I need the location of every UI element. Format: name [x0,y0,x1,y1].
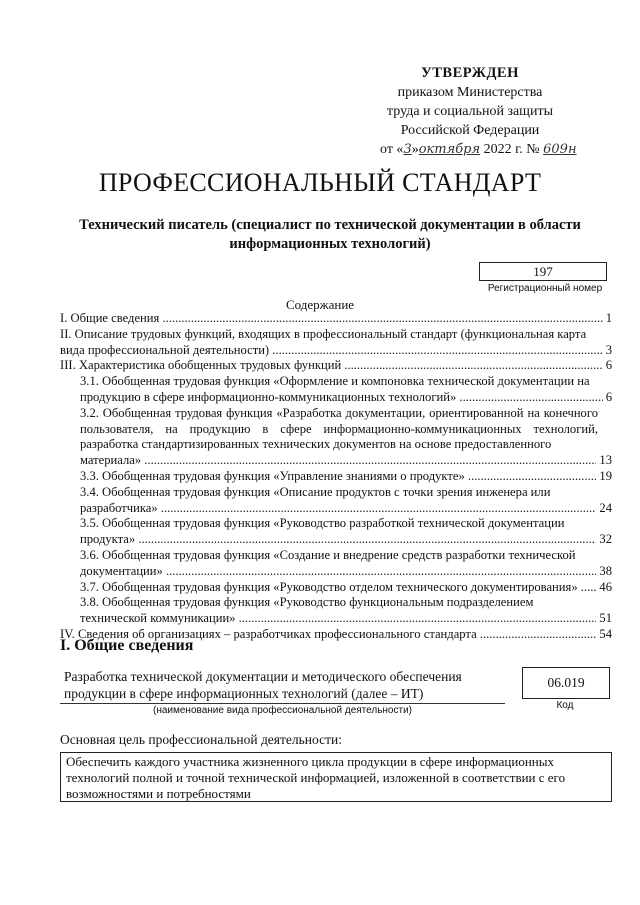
toc-page-number: 1 [603,311,612,327]
activity-code-caption: Код [556,700,574,711]
registration-number-box: 197 [479,262,607,281]
toc-page-number: 3 [603,343,612,359]
toc-page-number: 51 [596,611,612,627]
toc-page-number: 46 [596,580,612,596]
toc-item-text: 3.6. Обобщенная трудовая функция «Создание и внедрение средств разработки технической [80,547,576,562]
toc-item-text-end: разработчика» ..... [80,501,612,517]
date-prefix: от « [380,142,404,157]
toc-item-2[interactable] [60,327,612,359]
toc-page-number: 19 [596,469,612,485]
toc-item-text: 3.2. Обобщенная трудовая функция «Разработка документации, ориентированной на конечного пользователя, на продукцию в сфере информационно-коммуникационных технологий, разработка стандартизированных технических документов на основе предоставленного [80,405,598,452]
toc-item-text: 3.7. Обобщенная трудовая функция «Руководство отделом технического документирования» ..... [80,580,612,596]
document-title: ПРОФЕССИОНАЛЬНЫЙ СТАНДАРТ [98,168,542,197]
toc-page-number: 13 [596,453,612,469]
date-year: 2022 г. № [480,142,544,157]
toc-item-text-end: продукцию в сфере информационно-коммуникационных технологий» ..... [80,390,612,406]
toc-item-3-5[interactable] [60,516,612,548]
toc-item-text: III. Характеристика обобщенных трудовых функций ..... [60,358,612,374]
toc-item-3-8[interactable] [60,595,612,627]
toc-item-3-2[interactable] [60,406,612,469]
toc-item-text: 3.8. Обобщенная трудовая функция «Руководство функциональным подразделением [80,595,534,610]
toc-page-number: 54 [596,627,612,643]
toc-item-text: II. Описание трудовых функций, входящих в профессиональный стандарт (функциональная карта [60,326,587,341]
approval-ministry-line: труда и социальной защиты [387,104,553,119]
toc-item-3-7[interactable] [60,580,612,596]
toc-page-number: 6 [603,358,612,374]
toc-page-number: 24 [596,501,612,517]
toc-item-text-end: документации» ..... [80,564,612,580]
approval-order-line: приказом Министерства [397,85,543,100]
toc-item-3-1[interactable] [60,374,612,406]
approval-country-line: Российской Федерации [400,123,540,138]
goal-text: Обеспечить каждого участника жизненного цикла продукции в сфере информационных технологий полной и точной технической информацией, изложенной в соответствии с его возможностями и потребностями [66,754,566,801]
activity-caption: (наименование вида профессиональной деятельности) [153,705,412,716]
toc-item-3-3[interactable] [60,469,612,485]
toc-item-3-4[interactable] [60,485,612,517]
approval-block [330,64,610,159]
goal-label: Основная цель профессиональной деятельности: [60,732,342,747]
toc-page-number: 6 [603,390,612,406]
toc-item-text: 3.3. Обобщенная трудовая функция «Управление знаниями о продукте» ..... [80,469,612,485]
toc-item-text: 3.5. Обобщенная трудовая функция «Руководство разработкой технической документации [80,516,565,531]
toc-item-text-end: материала» ..... [80,453,612,469]
date-day-handwritten: 3 [403,142,412,157]
toc-item-text: 3.4. Обобщенная трудовая функция «Описание продуктов с точки зрения инженера или [80,484,551,499]
toc-item-text-end: технической коммуникации» ..... [80,611,612,627]
toc-item-text-end: вида профессиональной деятельности) ..... [60,343,612,359]
toc-item-text: 3.1. Обобщенная трудовая функция «Оформление и компоновка технической документации на [80,374,590,389]
approval-title: УТВЕРЖДЕН [421,65,519,81]
section-heading-general: I. Общие сведения [60,637,194,654]
approval-date-line [330,140,610,159]
toc-item-3[interactable] [60,358,612,374]
document-subtitle: Технический писатель (специалист по технической документации в области информационных технологий) [79,217,581,252]
activity-code-box: 06.019 [522,667,610,699]
registration-number-label: Регистрационный номер [487,283,603,294]
toc-item-text: IV. Сведения об организациях – разработчиках профессионального стандарта ..... [60,627,612,643]
toc-item-text: I. Общие сведения ..... [60,311,612,327]
toc-page-number: 38 [596,564,612,580]
toc-item-text-end: продукта» ..... [80,532,612,548]
toc-item-1[interactable] [60,311,612,327]
date-month-handwritten: октября [418,142,481,157]
toc-item-3-6[interactable] [60,548,612,580]
date-mid: » [411,142,419,157]
activity-underline [60,703,505,704]
toc-heading: Содержание [285,297,355,312]
toc-page-number: 32 [596,532,612,548]
order-number-handwritten: 609н [543,142,577,157]
table-of-contents [60,311,612,643]
activity-name: Разработка технической документации и методического обеспечения продукции в сфере информационных технологий (далее – ИТ) [64,669,462,701]
